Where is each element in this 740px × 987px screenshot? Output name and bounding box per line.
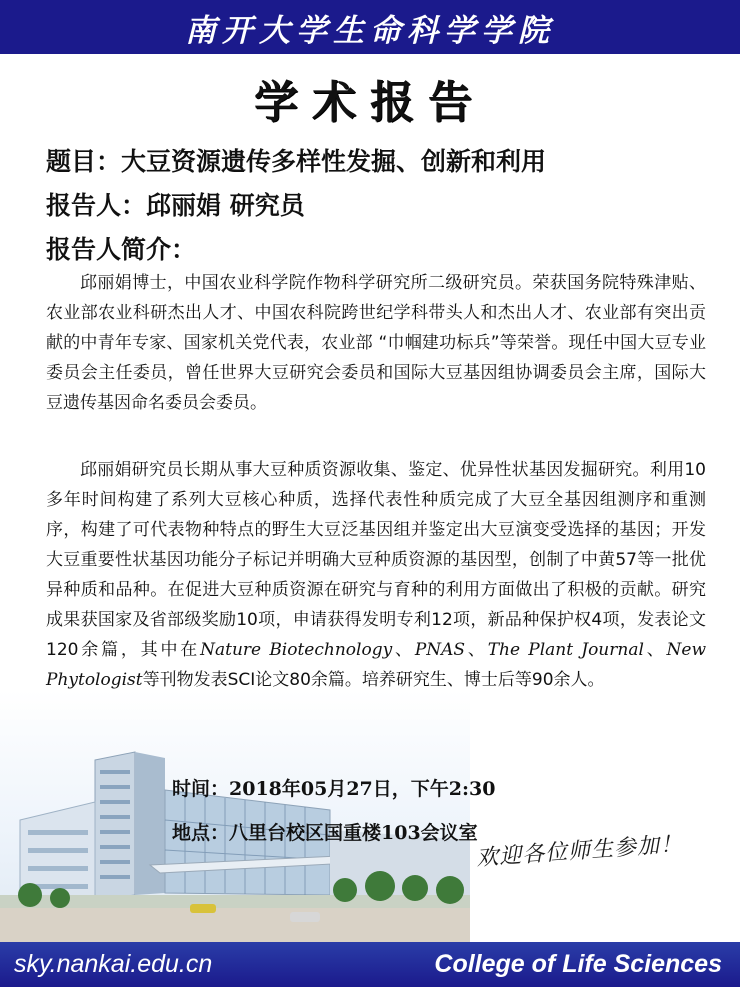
bio-paragraph-2	[46, 455, 706, 695]
speaker-label: 报告人：	[46, 191, 147, 220]
para2-text-end: 等刊物发表SCI论文80余篇。培养研究生、博士后等90余人。	[142, 670, 605, 690]
school-name: 南开大学生命科学学院	[185, 12, 555, 49]
event-location: 地点：八里台校区国重楼103会议室	[172, 822, 478, 844]
welcome-message: 欢迎各位师生参加！	[475, 831, 684, 872]
para2-text-start: 邱丽娟研究员长期从事大豆种质资源收集、鉴定、优异性状基因发掘研究。利用10多年时间构建了系列大豆核心种质，选择代表性种质完成了大豆全基因组测序和重测序，构建了可代表物种特点的野生大豆泛基因组并鉴定出大豆演变受选择的基因；开发大豆重要性状基因功能分子标记并明确大豆种质资源的基因型，创制了中黄57等一批优异种质和品种。在促进大豆种质资源在研究与育种的利用方面做出了积极的贡献。研究成果获国家及省部级奖励10项，申请获得发明专利12项，新品种保护权4项，发表论文120余篇，其中在	[46, 460, 706, 660]
topic-label: 题目：	[46, 147, 122, 176]
separator: 、	[643, 640, 667, 660]
speaker-line	[46, 186, 305, 222]
event-time: 时间：2018年05月27日，下午2:30	[172, 778, 496, 800]
journal-name: PNAS	[414, 640, 466, 660]
bio-heading: 报告人简介：	[46, 235, 197, 264]
header-banner	[0, 0, 740, 54]
website-url: sky.nankai.edu.cn	[14, 950, 213, 978]
building-illustration	[0, 690, 470, 942]
separator: 、	[392, 640, 415, 660]
separator: 、	[465, 640, 488, 660]
topic-line	[46, 142, 546, 178]
college-name: College of Life Sciences	[434, 950, 722, 978]
speaker-value: 邱丽娟 研究员	[146, 191, 305, 220]
page-title: 学术报告	[254, 77, 486, 128]
building-image	[0, 690, 470, 942]
topic-value: 大豆资源遗传多样性发掘、创新和利用	[121, 147, 547, 176]
journal-name: New Phytologist	[46, 640, 707, 690]
bio-paragraph-1: 邱丽娟博士，中国农业科学院作物科学研究所二级研究员。荣获国务院特殊津贴、农业部农业科研杰出人才、中国农科院跨世纪学科带头人和杰出人才、农业部有突出贡献的中青年专家、国家机关党代表，农业部 “巾帼建功标兵”等荣誉。现任中国大豆专业委员会主任委员，曾任世界大豆研究会委员和国际大豆基因组协调委员会主席，国际大豆遗传基因命名委员会委员。	[46, 273, 706, 413]
journal-name: Nature Biotechnology	[200, 640, 393, 660]
footer-banner	[0, 942, 740, 987]
journal-name: The Plant Journal	[487, 640, 644, 660]
